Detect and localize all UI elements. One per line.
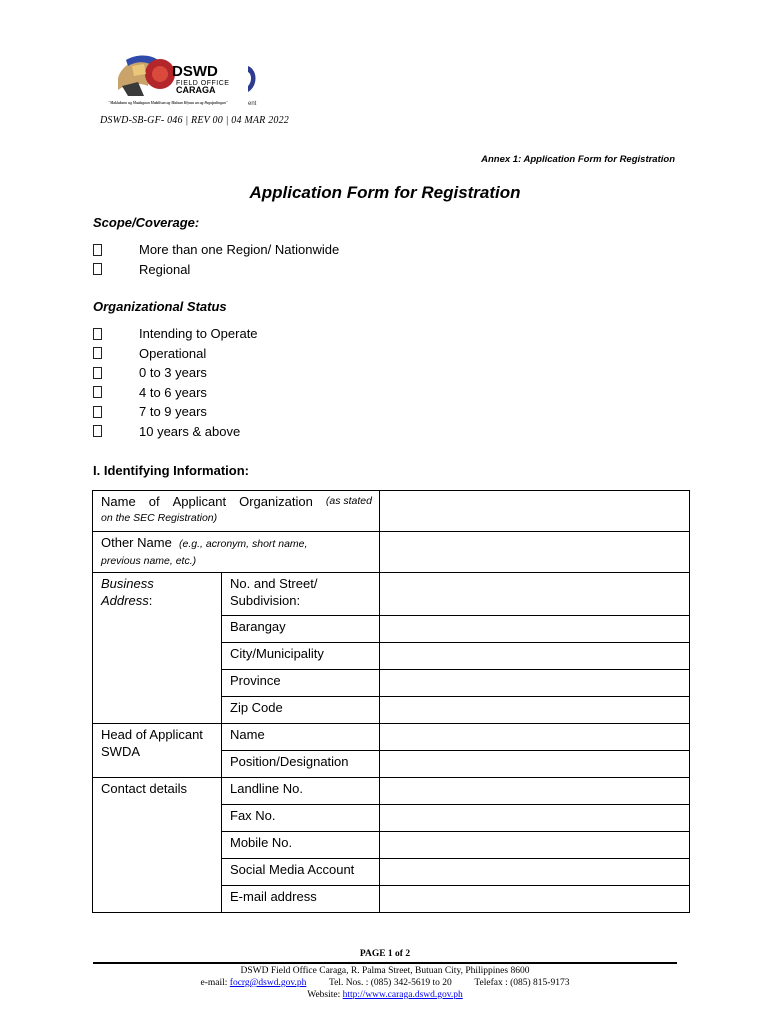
fax-field[interactable] — [380, 805, 690, 832]
business-address-label — [93, 573, 222, 724]
org-status-options — [93, 324, 258, 441]
checkbox[interactable] — [93, 367, 102, 379]
identifying-table — [92, 490, 690, 913]
checkbox[interactable] — [93, 347, 102, 359]
label-colon: : — [148, 593, 153, 608]
landline-label: Landline No. — [222, 778, 380, 805]
option-label: Intending to Operate — [139, 326, 258, 342]
org-name-label — [93, 491, 380, 532]
other-name-field[interactable] — [380, 532, 690, 573]
barangay-field[interactable] — [380, 616, 690, 643]
logo-title: DSWD — [172, 63, 218, 80]
label-text: Other Name — [101, 535, 172, 550]
list-item — [93, 383, 258, 403]
email-field[interactable] — [380, 886, 690, 913]
mobile-label: Mobile No. — [222, 832, 380, 859]
org-name-field[interactable] — [380, 491, 690, 532]
social-label: Social Media Account — [222, 859, 380, 886]
head-label — [93, 724, 222, 778]
website-prefix: Website: — [307, 990, 341, 1000]
mobile-field[interactable] — [380, 832, 690, 859]
label-note: previous name, etc.) — [101, 555, 197, 567]
logo-tail: ent — [248, 101, 257, 107]
list-item — [93, 324, 258, 344]
tel-numbers: Tel. Nos. : (085) 342-5619 to 20 — [328, 978, 452, 988]
table-row — [93, 778, 690, 805]
label-note: on the SEC Registration) — [101, 512, 218, 524]
zip-field[interactable] — [380, 697, 690, 724]
list-item — [93, 260, 339, 280]
option-label: 7 to 9 years — [139, 404, 207, 420]
head-name-field[interactable] — [380, 724, 690, 751]
province-label: Province — [222, 670, 380, 697]
list-item — [93, 422, 258, 442]
fax-label: Fax No. — [222, 805, 380, 832]
footer-website-line — [93, 989, 677, 1001]
label-text: Business — [101, 576, 154, 591]
scope-label: Scope/Coverage: — [93, 215, 200, 230]
logo-sub1: FIELD OFFICE — [176, 80, 230, 87]
logo-sub2: CARAGA — [176, 85, 216, 95]
table-row — [93, 532, 690, 573]
checkbox[interactable] — [93, 386, 102, 398]
label-word: Applicant — [172, 494, 227, 509]
footer-contact-line — [93, 977, 677, 989]
position-field[interactable] — [380, 751, 690, 778]
label-word: of — [148, 494, 160, 509]
table-row — [93, 491, 690, 532]
street-field[interactable] — [380, 573, 690, 616]
option-label: Operational — [139, 345, 207, 361]
label-text: Address — [101, 593, 149, 608]
label-text: No. and Street/ — [230, 576, 318, 591]
table-row — [93, 573, 690, 616]
org-status-label: Organizational Status — [93, 299, 227, 314]
checkbox[interactable] — [93, 328, 102, 340]
zip-label: Zip Code — [222, 697, 380, 724]
landline-field[interactable] — [380, 778, 690, 805]
social-field[interactable] — [380, 859, 690, 886]
checkbox[interactable] — [93, 406, 102, 418]
scope-options — [93, 240, 339, 279]
checkbox[interactable] — [93, 425, 102, 437]
website-link[interactable]: http://www.caraga.dswd.gov.ph — [342, 990, 463, 1000]
dswd-logo — [108, 52, 268, 108]
label-word: Organization — [239, 494, 313, 509]
footer-divider — [93, 962, 677, 964]
table-row — [93, 724, 690, 751]
page-title: Application Form for Registration — [249, 183, 521, 202]
head-name-label: Name — [222, 724, 380, 751]
list-item — [93, 402, 258, 422]
annex-label: Annex 1: Application Form for Registration — [481, 154, 675, 165]
city-label: City/Municipality — [222, 643, 380, 670]
document-code: DSWD-SB-GF- 046 | REV 00 | 04 MAR 2022 — [100, 115, 289, 126]
page-footer — [93, 948, 677, 1001]
label-note: (e.g., acronym, short name, — [179, 538, 308, 550]
logo-right-mark — [248, 66, 256, 92]
label-text: Subdivision: — [230, 593, 301, 608]
option-label: 10 years & above — [139, 423, 241, 439]
label-text: Head of Applicant — [101, 727, 203, 742]
other-name-label — [93, 532, 380, 573]
list-item — [93, 240, 339, 260]
footer-address: DSWD Field Office Caraga, R. Palma Street, Butuan City, Philippines 8600 — [240, 966, 530, 976]
street-label — [222, 573, 380, 616]
position-label: Position/Designation — [222, 751, 380, 778]
list-item — [93, 363, 258, 383]
label-word: Name — [101, 494, 136, 509]
email-prefix: e-mail: — [200, 978, 228, 988]
option-label: 0 to 3 years — [139, 365, 207, 381]
checkbox[interactable] — [93, 244, 102, 256]
option-label: 4 to 6 years — [139, 384, 207, 400]
label-text: SWDA — [101, 744, 140, 759]
city-field[interactable] — [380, 643, 690, 670]
province-field[interactable] — [380, 670, 690, 697]
identifying-heading: I. Identifying Information: — [93, 463, 249, 478]
list-item — [93, 344, 258, 364]
logo-tagline: "Maklubaon ug Maalagaon Mabilisan ug Malaan Hiyasa an ug Pagsipalingan" — [108, 101, 228, 105]
telefax-number: Telefax : (085) 815-9173 — [474, 978, 570, 988]
contact-label: Contact details — [93, 778, 222, 913]
checkbox[interactable] — [93, 263, 102, 275]
option-label: More than one Region/ Nationwide — [139, 242, 340, 258]
barangay-label: Barangay — [222, 616, 380, 643]
email-link[interactable]: focrg@dswd.gov.ph — [229, 978, 307, 988]
label-note: (as stated — [325, 495, 372, 507]
option-label: Regional — [139, 261, 191, 277]
page-number: PAGE 1 of 2 — [359, 949, 411, 959]
email-label: E-mail address — [222, 886, 380, 913]
